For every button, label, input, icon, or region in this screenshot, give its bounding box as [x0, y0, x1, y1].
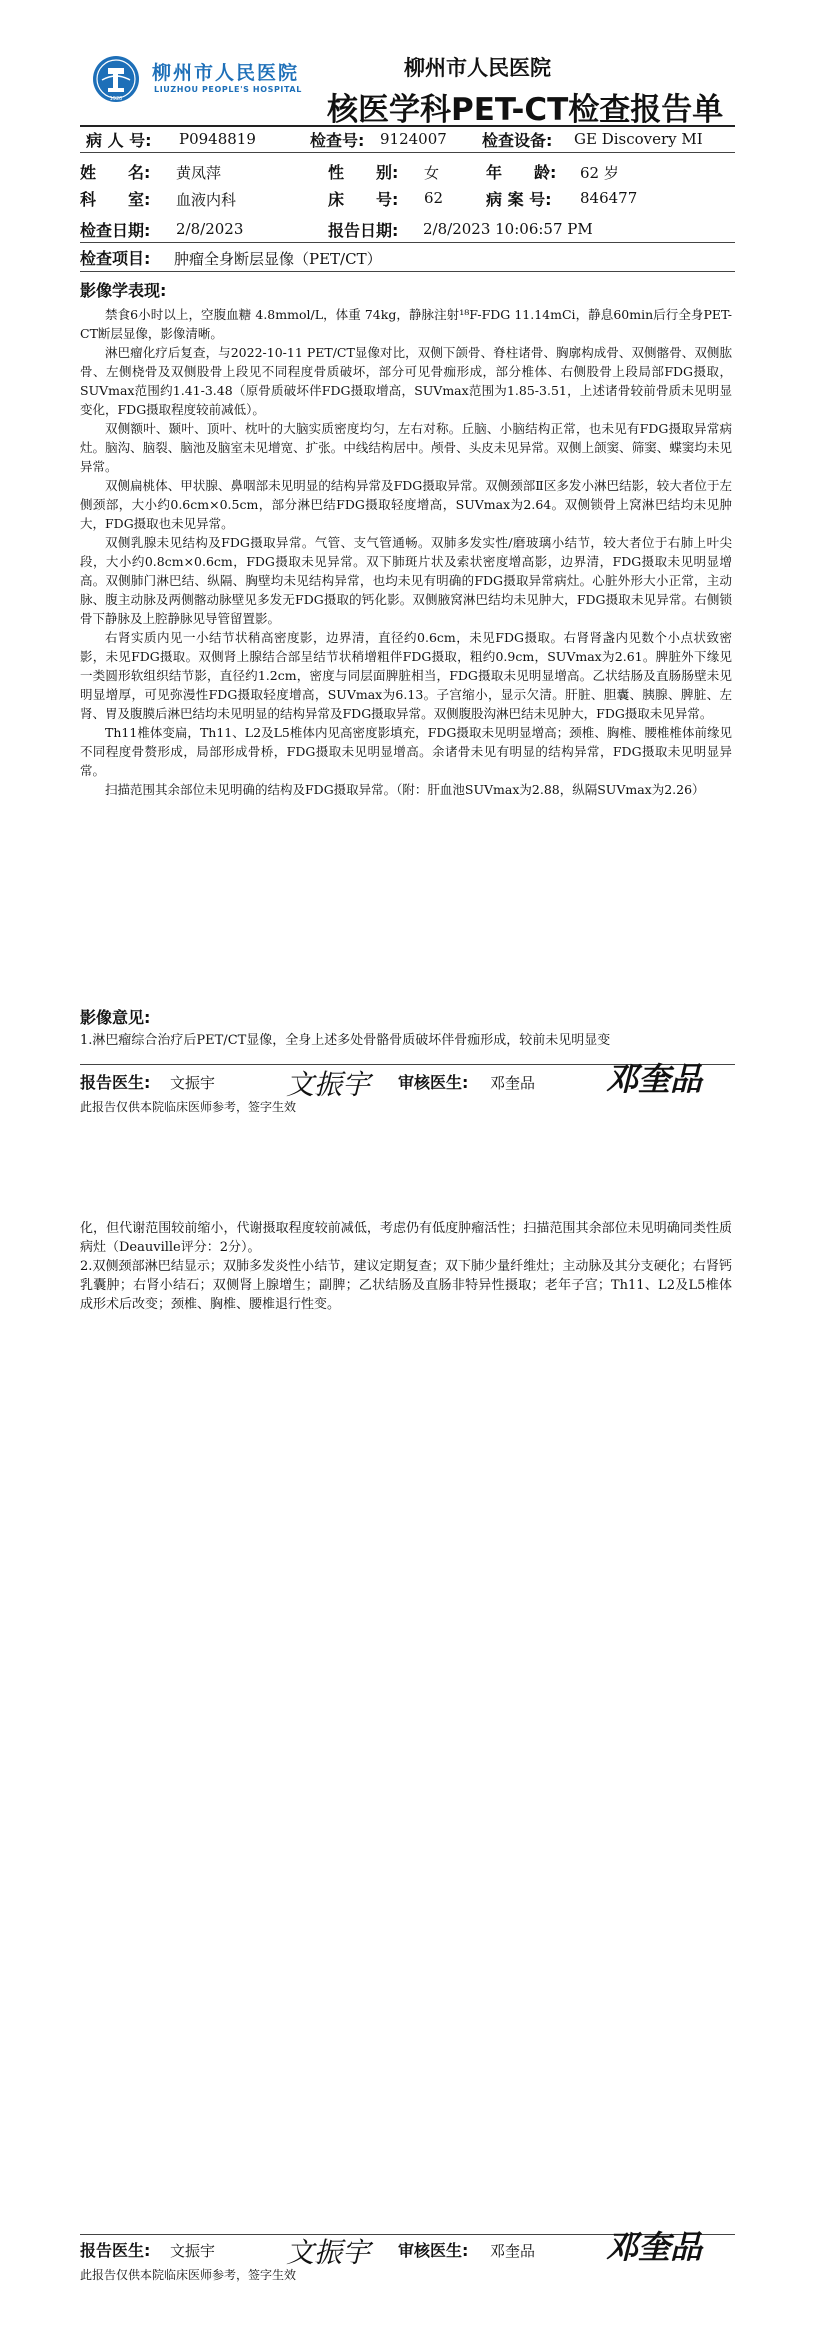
logo-year: 1928: [109, 96, 123, 102]
opinion-paragraph: 2.双侧颈部淋巴结显示；双肺多发炎性小结节，建议定期复查；双下肺少量纤维灶；主动脉及其分支硬化；右肾钙乳囊肿；右肾小结石；双侧肾上腺增生；副脾；乙状结肠及直肠非特异性摄取；老年子宫；Th11、L2及L5椎体成形术后改变；颈椎、胸椎、腰椎退行性变。: [80, 1259, 732, 1312]
findings-paragraph: Th11椎体变扁，Th11、L2及L5椎体内见高密度影填充，FDG摄取未见明显增高；颈椎、胸椎、腰椎椎体前缘见不同程度骨赘形成，局部形成骨桥，FDG摄取未见明显增高。余诸骨未见有明显的结构异常，FDG摄取未见明显异常。: [80, 725, 732, 778]
findings-paragraph: 扫描范围其余部位未见明确的结构及FDG摄取异常。（附：肝血池SUVmax为2.88，纵隔SUVmax为2.26）: [105, 782, 705, 797]
opinion-first-line: 1.淋巴瘤综合治疗后PET/CT显像，全身上述多处骨骼骨质破坏伴骨痂形成，较前未见明显变: [80, 1033, 611, 1048]
report-date-value: 2/8/2023 10:06:57 PM: [423, 220, 593, 238]
exam-no-label: 检查号:: [310, 131, 365, 150]
name-label: 姓 名:: [80, 163, 151, 182]
hospital-name: 柳州市人民医院: [404, 56, 551, 80]
case-no-label: 病 案 号:: [486, 190, 552, 209]
findings-paragraph: 淋巴瘤化疗后复查，与2022-10-11 PET/CT显像对比，双侧下颌骨、脊柱诸骨、胸廓构成骨、双侧髂骨、双侧肱骨、左侧桡骨及双侧股骨上段见不同程度骨质破坏，部分可见骨痂形成，部分椎体、右侧股骨上段局部FDG摄取，SUVmax范围约1.41-3.48（原骨质破坏伴FDG摄取增高，SUVmax范围为1.85-3.51，上述诸骨较前骨质未见明显变化，FDG摄取程度较前减低）。: [80, 345, 732, 417]
age-value: 62 岁: [580, 164, 619, 182]
device-label: 检查设备:: [482, 131, 553, 150]
row-divider: [80, 242, 735, 243]
report-date-label: 报告日期:: [328, 221, 399, 240]
exam-item-label: 检查项目:: [80, 249, 151, 268]
report-title: 核医学科PET-CT检查报告单: [327, 92, 724, 128]
hospital-emblem-icon: [88, 54, 144, 104]
bed-label: 床 号:: [328, 190, 399, 209]
reviewer-signature-text: 邓奎品: [606, 1060, 703, 1098]
report-doctor-name: 文振宇: [170, 1074, 216, 1092]
report-doctor-name: 文振宇: [170, 2242, 216, 2260]
reviewer-label: 审核医生:: [398, 2241, 469, 2260]
doctor-signature-text: 文振宇: [286, 2236, 371, 2269]
name-value: 黄凤萍: [176, 164, 222, 182]
exam-date-label: 检查日期:: [80, 221, 151, 240]
row-divider: [80, 271, 735, 272]
findings-paragraph: 双侧扁桃体、甲状腺、鼻咽部未见明显的结构异常及FDG摄取异常。双侧颈部Ⅱ区多发小淋巴结影，较大者位于左侧颈部，大小约0.6cm×0.5cm，部分淋巴结FDG摄取轻度增高，SUVmax为2.64。双侧锁骨上窝淋巴结均未见肿大，FDG摄取也未见异常。: [80, 478, 732, 531]
hospital-logo: [88, 54, 320, 104]
disclaimer-note: 此报告仅供本院临床医师参考，签字生效: [80, 2268, 297, 2282]
age-label: 年 龄:: [486, 163, 557, 182]
opinion-continued: [80, 1219, 732, 1314]
exam-no-value: 9124007: [380, 130, 447, 148]
logo-chinese-name: 柳州市人民医院: [152, 62, 300, 84]
opinion-heading: 影像意见:: [80, 1008, 151, 1027]
disclaimer-note: 此报告仅供本院临床医师参考，签字生效: [80, 1100, 297, 1114]
report-doctor-label: 报告医生:: [80, 1073, 151, 1092]
opinion-paragraph: 化，但代谢范围较前缩小，代谢摄取程度较前减低，考虑仍有低度肿瘤活性；扫描范围其余部位未见明确同类性质病灶（Deauville评分：2分）。: [80, 1221, 732, 1255]
exam-date-value: 2/8/2023: [176, 220, 244, 238]
case-no-value: 846477: [580, 189, 638, 207]
findings-heading: 影像学表现:: [80, 281, 167, 300]
findings-paragraph: 右肾实质内见一小结节状稍高密度影，边界清，直径约0.6cm，未见FDG摄取。右肾肾盏内见数个小点状致密影，未见FDG摄取。双侧肾上腺结合部呈结节状稍增粗伴FDG摄取，粗约0.9cm，SUVmax为2.61。脾脏外下缘见一类圆形软组织结节影，直径约1.2cm，密度与同层面脾脏相当，FDG摄取未见明显增高。乙状结肠及直肠肠壁未见明显增厚，可见弥漫性FDG摄取轻度增高，SUVmax为6.13。子宫缩小，显示欠清。肝脏、胆囊、胰腺、脾脏、左肾、胃及腹膜后淋巴结均未见明显的结构异常及FDG摄取异常。双侧腹股沟淋巴结未见肿大，FDG摄取未见异常。: [80, 630, 732, 721]
header-divider: [80, 125, 735, 127]
findings-body: [80, 305, 732, 799]
doctor-signature-icon: [282, 1062, 392, 1104]
department-label: 科 室:: [80, 190, 151, 209]
logo-english-name: LIUZHOU PEOPLE'S HOSPITAL: [154, 85, 302, 94]
findings-paragraph: 禁食6小时以上，空腹血糖 4.8mmol/L，体重 74kg，静脉注射¹⁸F-FDG 11.14mCi，静息60min后行全身PET-CT断层显像，影像清晰。: [80, 307, 732, 341]
reviewer-name: 邓奎品: [490, 2242, 536, 2260]
doctor-signature-text: 文振宇: [286, 1068, 371, 1101]
report-doctor-label: 报告医生:: [80, 2241, 151, 2260]
reviewer-signature-icon: [604, 1052, 724, 1104]
row-divider: [80, 152, 735, 153]
bed-value: 62: [424, 189, 444, 207]
reviewer-signature-text: 邓奎品: [606, 2228, 703, 2266]
findings-paragraph: 双侧乳腺未见结构及FDG摄取异常。气管、支气管通畅。双肺多发实性/磨玻璃小结节，较大者位于右肺上叶尖段，大小约0.8cm×0.6cm，FDG摄取未见异常。双下肺斑片状及索状密度增高影，边界清，FDG摄取未见明显增高。双侧肺门淋巴结、纵隔、胸壁均未见结构异常，也均未见有明确的FDG摄取异常病灶。心脏外形大小正常，主动脉、腹主动脉及两侧髂动脉壁见多发无FDG摄取的钙化影。双侧腋窝淋巴结均未见肿大，FDG摄取未见异常。右侧锁骨下静脉及上腔静脉见导管留置影。: [80, 535, 732, 626]
patient-id-value: P0948819: [179, 130, 256, 148]
findings-paragraph: 双侧额叶、颞叶、顶叶、枕叶的大脑实质密度均匀，左右对称。丘脑、小脑结构正常，也未见有FDG摄取异常病灶。脑沟、脑裂、脑池及脑室未见增宽、扩张。中线结构居中。颅骨、头皮未见异常。双侧上颌窦、筛窦、蝶窦均未见异常。: [80, 421, 732, 474]
reviewer-signature-icon: [604, 2220, 724, 2272]
department-value: 血液内科: [176, 191, 237, 209]
reviewer-name: 邓奎品: [490, 1074, 536, 1092]
sex-label: 性 别:: [328, 163, 399, 182]
sex-value: 女: [424, 164, 440, 182]
doctor-signature-icon: [282, 2230, 392, 2272]
device-value: GE Discovery MI: [574, 130, 703, 148]
reviewer-label: 审核医生:: [398, 1073, 469, 1092]
exam-item-value: 肿瘤全身断层显像（PET/CT）: [174, 250, 382, 268]
patient-id-label: 病 人 号:: [86, 131, 152, 150]
